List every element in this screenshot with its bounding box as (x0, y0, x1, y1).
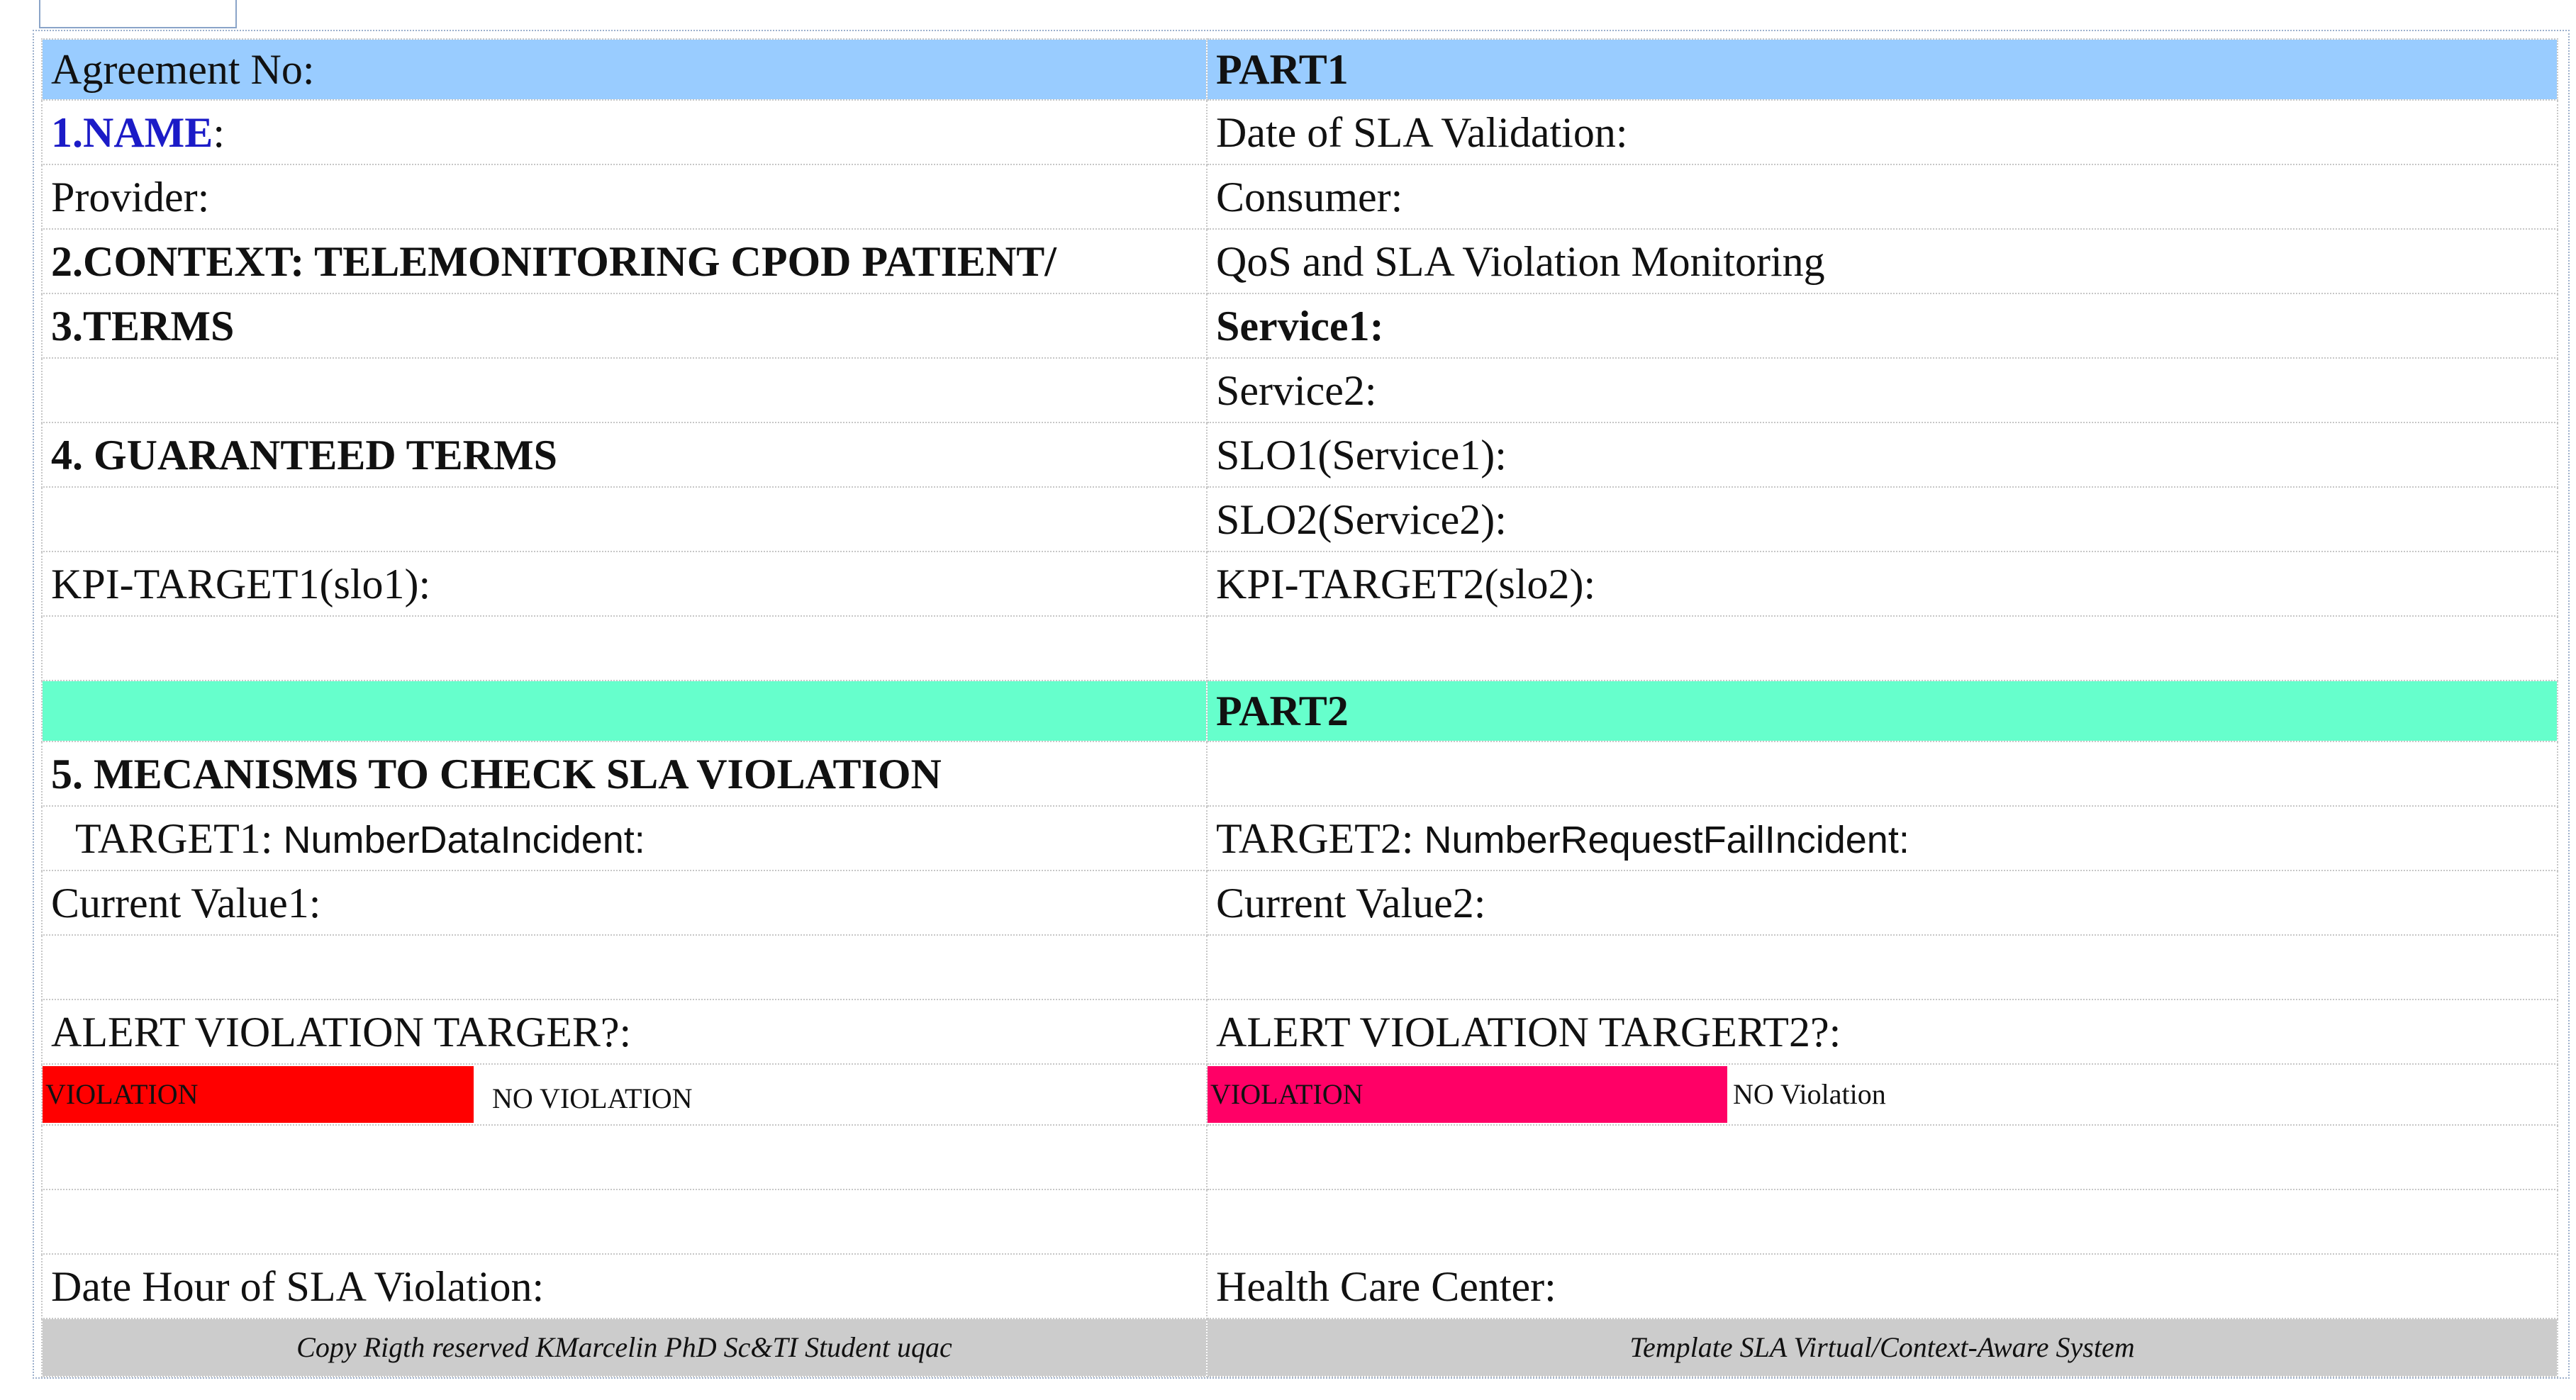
empty-cell (42, 681, 1207, 741)
violation-status-row (42, 1064, 2558, 1125)
form-row (42, 616, 2558, 681)
empty-cell (42, 935, 1207, 999)
target2-metric: NumberRequestFailIncident: (1424, 818, 1909, 861)
target1-cell (42, 806, 1207, 870)
part2-title: PART2 (1207, 681, 2558, 741)
empty-cell (1207, 1189, 2558, 1254)
empty-cell (1207, 935, 2558, 999)
current-value2-label: Current Value2: (1207, 870, 2558, 935)
form-row (42, 741, 2558, 806)
date-hour-violation-label: Date Hour of SLA Violation: (42, 1254, 1207, 1318)
footer-row (42, 1318, 2558, 1377)
qos-label: QoS and SLA Violation Monitoring (1207, 229, 2558, 293)
alert-violation1-label: ALERT VIOLATION TARGER?: (42, 999, 1207, 1064)
violation-status2-cell (1207, 1064, 2558, 1125)
form-row (42, 1189, 2558, 1254)
empty-cell (1207, 741, 2558, 806)
provider-label: Provider: (42, 164, 1207, 229)
name-colon: : (213, 108, 225, 156)
empty-cell (42, 1125, 1207, 1189)
form-row (42, 293, 2558, 358)
violation-status1-cell (42, 1064, 1207, 1125)
target2-cell (1207, 806, 2558, 870)
slo1-label: SLO1(Service1): (1207, 422, 2558, 487)
empty-cell (1207, 1125, 2558, 1189)
terms-heading: 3.TERMS (42, 293, 1207, 358)
date-validation-label: Date of SLA Validation: (1207, 100, 2558, 164)
guaranteed-terms-heading: 4. GUARANTEED TERMS (42, 422, 1207, 487)
form-row (42, 1125, 2558, 1189)
form-row (42, 164, 2558, 229)
violation2-button[interactable]: VIOLATION (1208, 1066, 1727, 1123)
form-row (42, 806, 2558, 870)
slo2-label: SLO2(Service2): (1207, 487, 2558, 551)
form-row (42, 229, 2558, 293)
name-heading: 1.NAME (51, 108, 213, 156)
target1-metric: NumberDataIncident: (283, 818, 645, 861)
target1-label: TARGET1: (75, 814, 273, 862)
no-violation2-button[interactable]: NO Violation (1733, 1078, 1886, 1110)
form-row (42, 100, 2558, 164)
part2-header-row (42, 681, 2558, 741)
form-row (42, 422, 2558, 487)
footer-template-name: Template SLA Virtual/Context-Aware System (1207, 1318, 2558, 1377)
service2-label: Service2: (1207, 358, 2558, 422)
form-row (42, 358, 2558, 422)
name-cell (42, 100, 1207, 164)
form-row (42, 870, 2558, 935)
health-care-center-label: Health Care Center: (1207, 1254, 2558, 1318)
mechanisms-heading: 5. MECANISMS TO CHECK SLA VIOLATION (42, 741, 1207, 806)
form-row (42, 1254, 2558, 1318)
sla-form-table (41, 38, 2558, 1377)
empty-cell (42, 1189, 1207, 1254)
part1-header-row (42, 39, 2558, 100)
footer-copyright: Copy Rigth reserved KMarcelin PhD Sc&TI Student uqac (42, 1318, 1207, 1377)
no-violation1-button[interactable]: NO VIOLATION (492, 1082, 693, 1114)
form-row (42, 551, 2558, 616)
agreement-no-label: Agreement No: (42, 39, 1207, 100)
service1-label: Service1: (1207, 293, 2558, 358)
violation1-button[interactable]: VIOLATION (43, 1066, 474, 1123)
kpi-target2-label: KPI-TARGET2(slo2): (1207, 551, 2558, 616)
consumer-label: Consumer: (1207, 164, 2558, 229)
form-row (42, 999, 2558, 1064)
empty-cell (1207, 616, 2558, 681)
empty-cell (42, 358, 1207, 422)
context-heading: 2.CONTEXT: TELEMONITORING CPOD PATIENT/ (42, 229, 1207, 293)
form-row (42, 935, 2558, 999)
form-row (42, 487, 2558, 551)
target2-label: TARGET2: (1216, 814, 1414, 862)
empty-cell (42, 616, 1207, 681)
part1-title: PART1 (1207, 39, 2558, 100)
current-value1-label: Current Value1: (42, 870, 1207, 935)
empty-cell (42, 487, 1207, 551)
alert-violation2-label: ALERT VIOLATION TARGERT2?: (1207, 999, 2558, 1064)
frame-tab (39, 0, 237, 28)
kpi-target1-label: KPI-TARGET1(slo1): (42, 551, 1207, 616)
